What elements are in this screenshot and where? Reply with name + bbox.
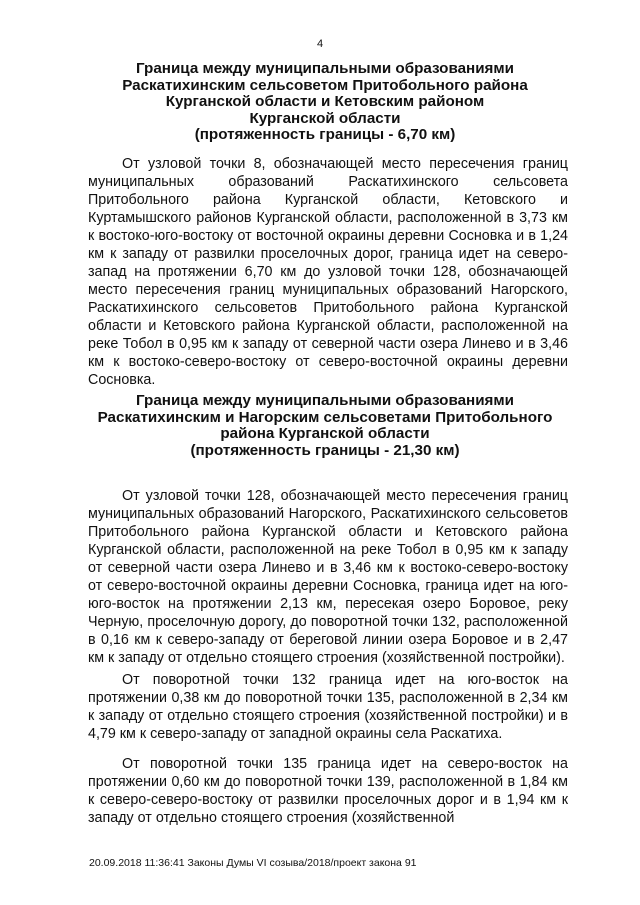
body-paragraph: От поворотной точки 132 граница идет на юго-восток на протяжении 0,38 км до поворотной точки 135, расположенной в 2,34 км к западу от отдельно стоящего строения (хозяйственной постройки) и в 4,79 км к северо-западу от западной окраины села Раскатиха. bbox=[88, 672, 568, 742]
heading-line: (протяженность границы - 6,70 км) bbox=[194, 126, 456, 143]
heading-line: Курганской области и Кетовским районом bbox=[165, 93, 485, 110]
section-heading bbox=[60, 393, 590, 459]
body-paragraph: От поворотной точки 135 граница идет на северо-восток на протяжении 0,60 км до поворотной точки 139, расположенной в 1,84 км к северо-северо-востоку от развилки проселочных дорог и в 1,94 км к западу от отдельно стоящего строения (хозяйственной bbox=[88, 756, 568, 826]
page-number: 4 bbox=[316, 38, 324, 50]
heading-line: Курганской области bbox=[249, 109, 401, 127]
body-paragraph: От узловой точки 8, обозначающей место пересечения границ муниципальных образований Раскатихинского сельсовета Притобольного района Курганской области, Кетовского и Куртамышского районов Курганской области, расположенной в 3,73 км к востоко-юго-востоку от восточной окраины деревни Сосновка и в 1,24 км к западу от развилки проселочных дорог, граница идет на северо-запад на протяжении 6,70 км до узловой точки 128, обозначающей место пересечения границ муниципальных образований Нагорского, Раскатихинского сельсоветов Притобольного района Курганской области и Кетовского района Курганской области, расположенной на реке Тобол в 0,95 км к западу от северной части озера Линево и в 3,46 км к востоко-северо-востоку от северо-восточной окраины деревни Сосновка. bbox=[88, 156, 568, 388]
heading-line: Раскатихинским сельсоветом Притобольного района bbox=[122, 76, 528, 94]
heading-line: Граница между муниципальными образованиями bbox=[136, 60, 514, 77]
document-footer: 20.09.2018 11:36:41 Законы Думы VI созыва/2018/проект закона 91 bbox=[89, 857, 417, 869]
body-paragraph: От узловой точки 128, обозначающей место пересечения границ муниципальных образований Нагорского, Раскатихинского сельсоветов Притобольного района Курганской области и Кетовского района Курганской области, расположенной на реке Тобол в 0,95 км к западу от северной части озера Линево и в 3,46 км к востоко-северо-востоку от северо-восточной окраины деревни Сосновка, граница идет на юго-юго-восток на протяжении 2,13 км, пересекая озеро Боровое, реку Черную, проселочную дорогу, до поворотной точки 132, расположенной в 0,16 км к северо-западу от береговой линии озера Боровое и в 2,47 км к западу от отдельно стоящего строения (хозяйственной постройки). bbox=[88, 488, 568, 666]
heading-line: (протяженность границы - 21,30 км) bbox=[190, 441, 460, 459]
heading-line: района Курганской области bbox=[220, 425, 430, 442]
heading-line: Граница между муниципальными образованиями bbox=[136, 392, 514, 409]
section-heading bbox=[60, 61, 590, 144]
heading-line: Раскатихинским и Нагорским сельсоветами Притобольного bbox=[97, 408, 553, 426]
